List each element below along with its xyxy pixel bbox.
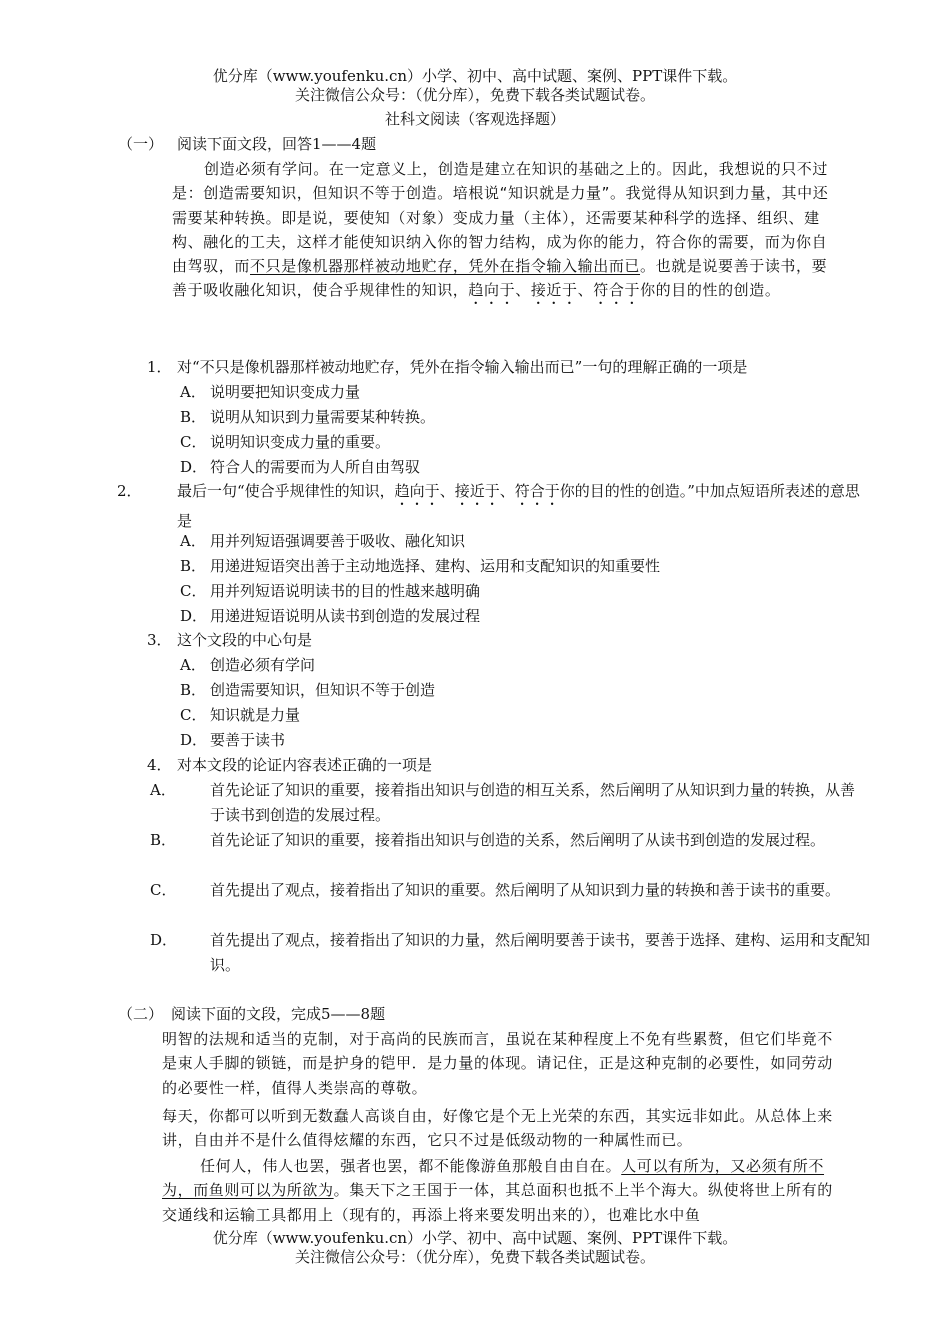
section2-heading <box>118 1003 385 1024</box>
question-2-option-a: A． 用并列短语强调要善于吸收、融化知识 <box>180 532 466 550</box>
question-3: 3． 这个文段的中心句是 <box>147 631 313 649</box>
question-1-option-b: B． 说明从知识到力量需要某种转换。 <box>180 408 436 426</box>
question-4: 4． 对本文段的论证内容表述正确的一项是 <box>147 756 433 774</box>
page-footer-line2: 关注微信公众号：（优分库），免费下载各类试题试卷。 <box>294 1248 655 1266</box>
question-4-option-c: C． 首先提出了观点，接着指出了知识的重要。然后阐明了从知识到力量的转换和善于读书的重要。 <box>150 881 841 899</box>
question-4-option-b: B． 首先论证了知识的重要，接着指出知识与创造的关系，然后阐明了从读书到创造的发展过程。 <box>150 831 826 849</box>
question-2: 2． 最后一句“使合乎规律性的知识，趋向于、接近于、符合于你的目的性的创造。”中加点短语所表述的意思是 <box>117 482 860 530</box>
question-2-option-c: C． 用并列短语说明读书的目的性越来越明确 <box>180 582 481 600</box>
question-2-option-d: D． 用递进短语说明从读书到创造的发展过程 <box>180 607 481 625</box>
page-title: 社科文阅读（客观选择题） <box>384 110 565 128</box>
question-1-option-a: A． 说明要把知识变成力量 <box>180 383 361 401</box>
question-4-option-d: D． 首先提出了观点，接着指出了知识的力量，然后阐明要善于读书，要善于选择、建构、运用和支配知识。 <box>150 931 871 974</box>
question-3-option-b: B． 创造需要知识，但知识不等于创造 <box>180 681 436 699</box>
section2-paragraph-3: 任何人，伟人也罢，强者也罢，都不能像游鱼那般自由自在。人可以有所为，又必须有所不为，而鱼则可以为所欲为。集天下之王国于一体，其总面积也抵不上半个海大。纵使将世上所有的交通线和运输工具都用上（现有的，再添上将来要发明出来的），也难比水中鱼 <box>162 1157 833 1224</box>
section2-instruction: 阅读下面的文段，完成5——8题 <box>171 1005 386 1023</box>
page-footer-line1: 优分库（www.youfenku.cn）小学、初中、高中试题、案例、PPT课件下载。 <box>0 1229 950 1247</box>
underlined-sentence: 不只是像机器那样被动地贮存，凭外在指令输入输出而已 <box>250 257 641 276</box>
question-1-option-d: D． 符合人的需要而为人所自由驾驭 <box>180 458 421 476</box>
section1-instruction: 阅读下面文段，回答1——4题 <box>177 135 377 153</box>
section1-passage: 创造必须有学问。在一定意义上，创造是建立在知识的基础之上的。因此，我想说的只不过是：创造需要知识，但知识不等于创造。培根说“知识就是力量”。我觉得从知识到力量，其中还需要某种转换。即是说，要使知（对象）变成力量（主体），还需要某种科学的选择、组织、建构、融化的工夫，这样才能使知识纳入你的智力结构，成为你的能力，符合你的需要，而为你自由驾驭，而不只是像机器那样被动地贮存，凭外在指令输入输出而已。也就是说要善于读书，要善于吸收融化知识，使合乎规律性的知识，趋向于、接近于、符合于你的目的性的创造。 <box>172 160 829 300</box>
page-header-line2: 关注微信公众号：（优分库），免费下载各类试题试卷。 <box>294 86 655 104</box>
section1-label: （一） <box>118 135 164 153</box>
section2-paragraph-2: 每天，你都可以听到无数蠢人高谈自由，好像它是个无上光荣的东西，其实远非如此。从总体上来讲，自由并不是什么值得炫耀的东西，它只不过是低级动物的一种属性而已。 <box>162 1107 833 1150</box>
q2-dotted-phrase-2: 接近于 <box>454 482 500 500</box>
question-1-option-c: C． 说明知识变成力量的重要。 <box>180 433 391 451</box>
dotted-phrase-2: 接近于 <box>530 281 578 300</box>
question-3-option-a: A． 创造必须有学问 <box>180 656 316 674</box>
question-1: 1． 对“不只是像机器那样被动地贮存，凭外在指令输入输出而已”一句的理解正确的一项是 <box>147 358 748 376</box>
q2-dotted-phrase-3: 符合于 <box>514 482 560 500</box>
section2-paragraph-1: 明智的法规和适当的克制，对于高尚的民族而言，虽说在某种程度上不免有些累赘，但它们毕竟不是束人手脚的锁链，而是护身的铠甲．是力量的体现。请记住，正是这种克制的必要性，如同劳动的必要性一样，值得人类崇高的尊敬。 <box>162 1030 833 1097</box>
question-4-option-a: A． 首先论证了知识的重要，接着指出知识与创造的相互关系，然后阐明了从知识到力量的转换，从善于读书到创造的发展过程。 <box>150 781 856 824</box>
q2-dotted-phrase-1: 趋向于 <box>394 482 440 500</box>
section2-label: （二） <box>118 1005 164 1023</box>
section1-heading <box>118 133 376 154</box>
question-3-option-c: C． 知识就是力量 <box>180 706 301 724</box>
dotted-phrase-3: 符合于 <box>593 281 641 300</box>
page-header-line1: 优分库（www.youfenku.cn）小学、初中、高中试题、案例、PPT课件下载。 <box>212 67 738 85</box>
dotted-phrase-1: 趋向于 <box>468 281 516 300</box>
question-2-option-b: B． 用递进短语突出善于主动地选择、建构、运用和支配知识的知重要性 <box>180 557 661 575</box>
section2-underlined-sentence: 人可以有所为，又必须有所不为，而鱼则可以为所欲为 <box>162 1157 825 1200</box>
question-3-option-d: D． 要善于读书 <box>180 731 286 749</box>
